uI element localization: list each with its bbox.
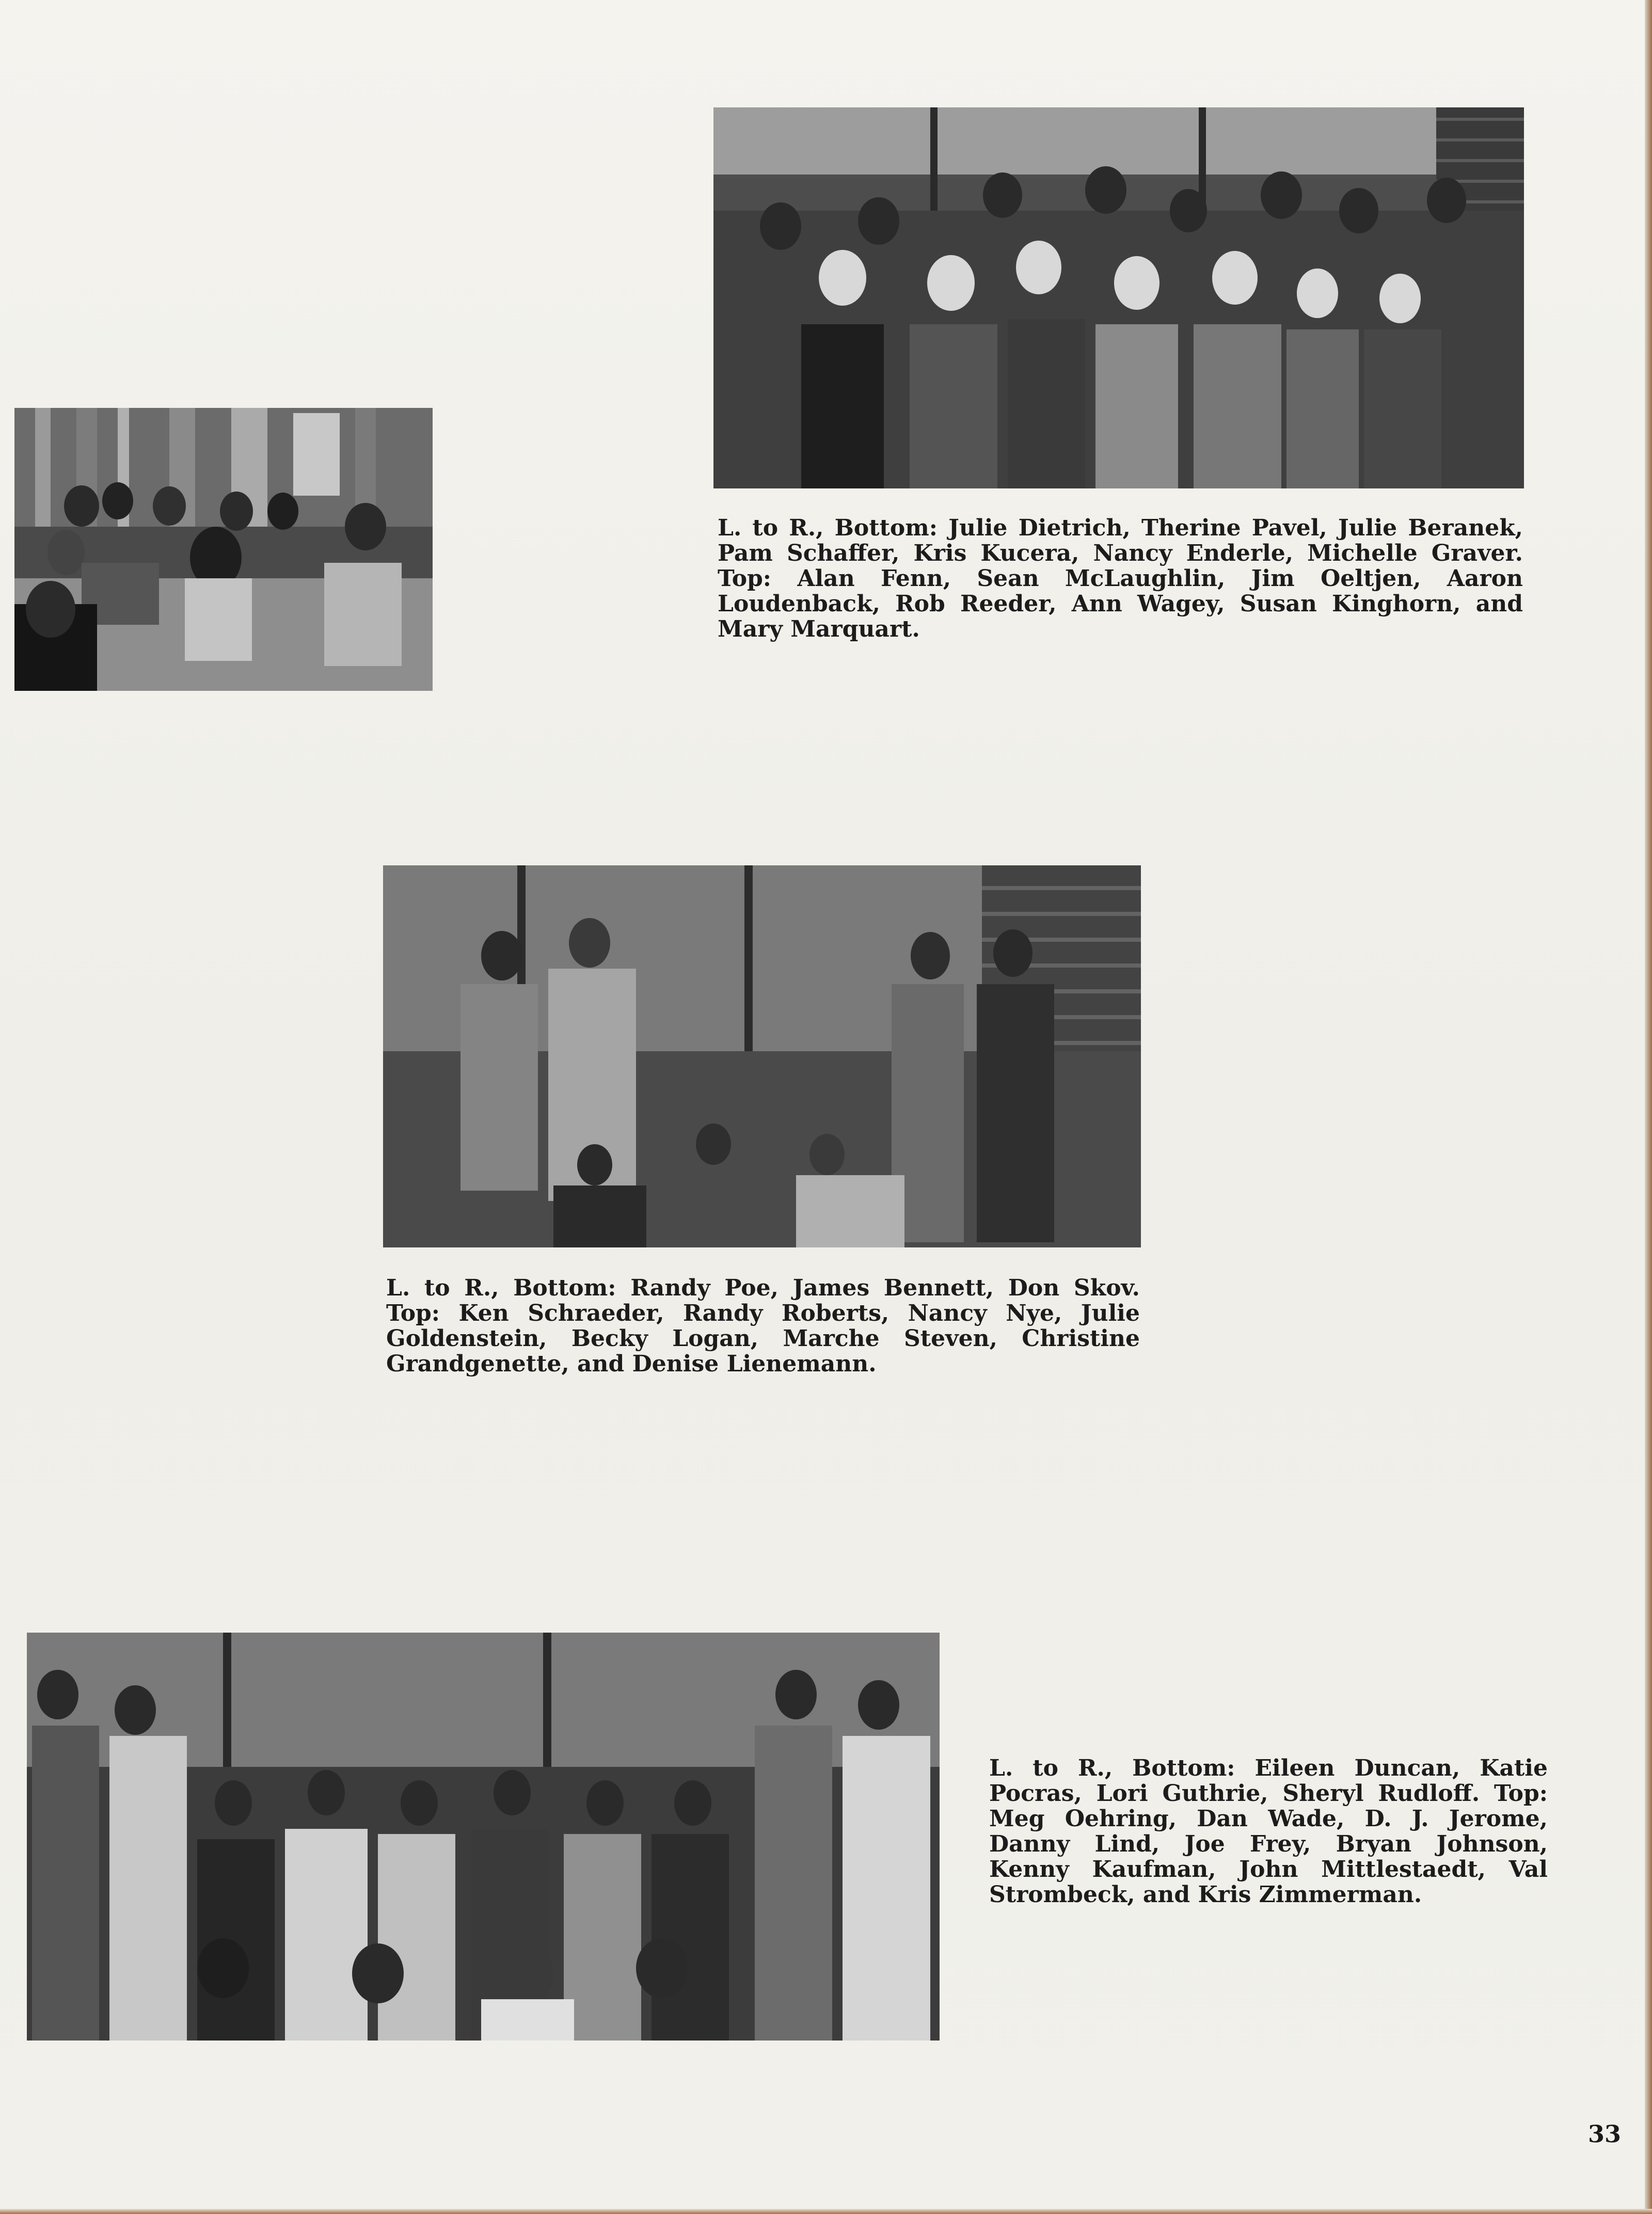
middle-group-photo — [383, 865, 1141, 1247]
page-edge-right — [1645, 0, 1652, 2214]
middle-group-caption: L. to R., Bottom: Randy Poe, James Bennett, Don Skov. Top: Ken Schraeder, Randy Roberts, Nancy Nye, Julie Goldenstein, Becky Logan, Marche Steven, Christine Grandgenette, and Denise Lienemann. — [386, 1275, 1140, 1377]
bottom-group-photo — [27, 1633, 940, 2041]
top-group-caption: L. to R., Bottom: Julie Dietrich, Therine Pavel, Julie Beranek, Pam Schaffer, Kris Kucera, Nancy Enderle, Michelle Graver. Top: Alan Fenn, Sean McLaughlin, Jim Oeltjen, Aaron Loudenback, Rob Reeder, Ann Wagey, Susan Kinghorn, and Mary Marquart. — [718, 515, 1523, 642]
bottom-group-caption: L. to R., Bottom: Eileen Duncan, Katie Pocras, Lori Guthrie, Sheryl Rudloff. Top: Meg Oehring, Dan Wade, D. J. Jerome, Danny Lind, Joe Frey, Bryan Johnson, Kenny Kaufman, John Mittlestaedt, Val Strombeck, and Kris Zimmerman. — [989, 1755, 1548, 1908]
top-group-photo — [713, 107, 1524, 488]
page-edge-bottom — [0, 2209, 1652, 2214]
page-number: 33 — [1587, 2120, 1621, 2148]
candid-class-photo — [14, 408, 433, 691]
